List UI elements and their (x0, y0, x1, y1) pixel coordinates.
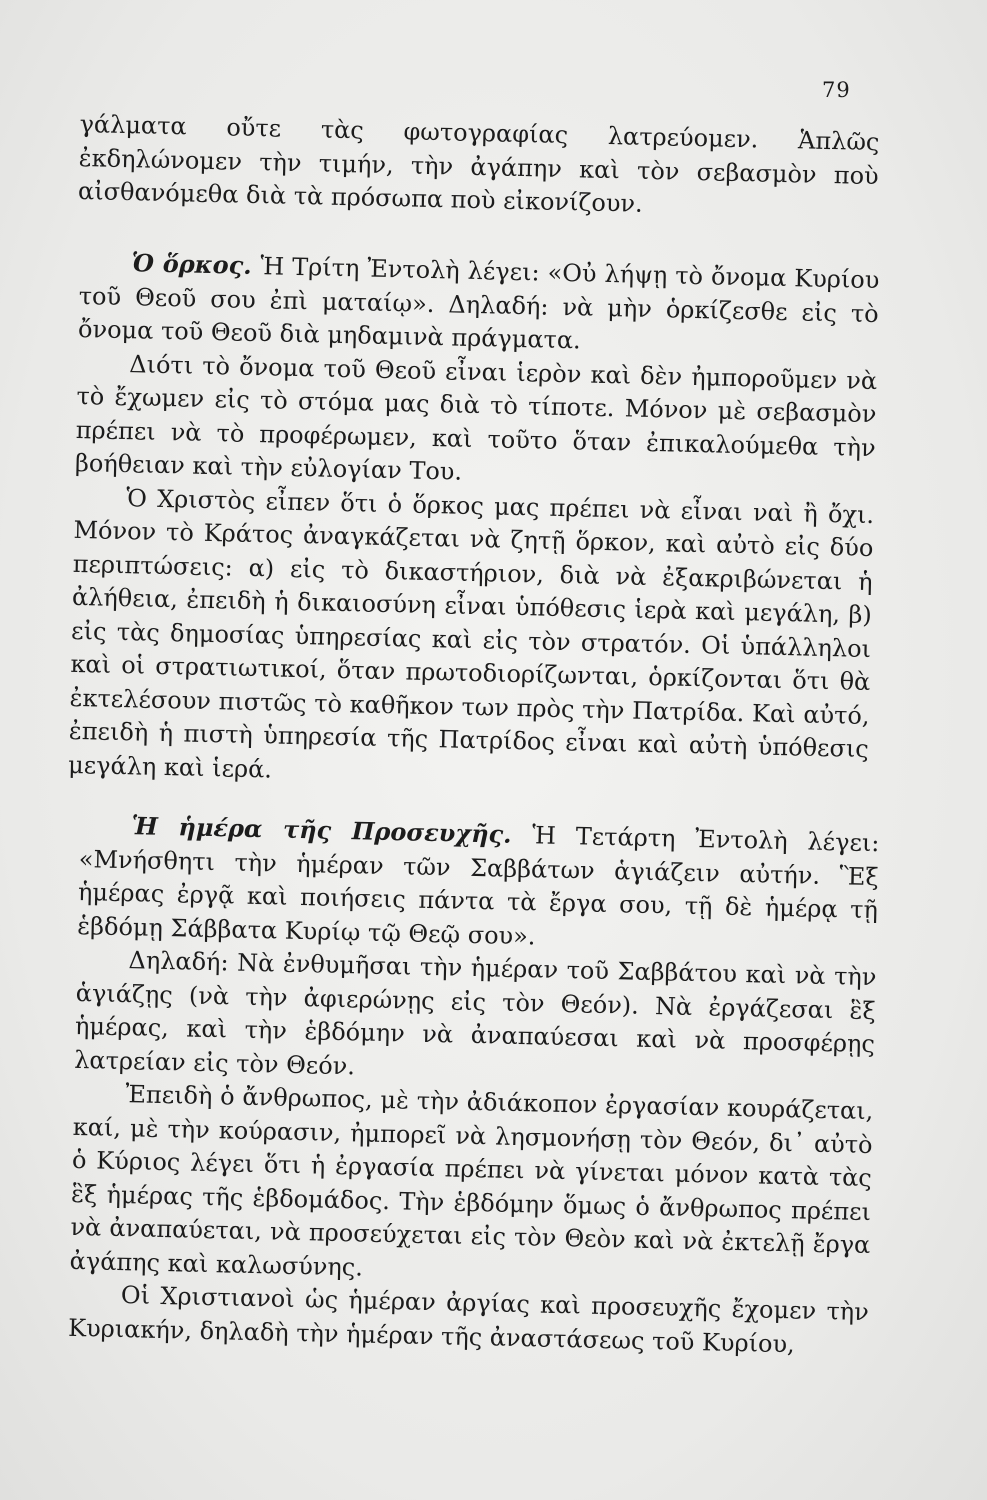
prayer-paragraph-1 (77, 808, 880, 961)
prayer-paragraph-4: Οἱ Χριστιανοὶ ὡς ἡμέραν ἀργίας καὶ προσευχῆς ἔχομεν τὴν Κυριακήν, δηλαδὴ τὴν ἡμέραν τῆς ἀναστάσεως τοῦ Κυρίου, (67, 1281, 870, 1358)
oath-paragraph-1 (78, 245, 880, 365)
intro-block (78, 108, 880, 227)
section-heading-oath: Ὁ ὅρκος. (131, 248, 261, 281)
section-heading-prayer-day: Ἡ ἡμέρα τῆς Προσευχῆς. (131, 811, 533, 850)
oath-paragraph-1-text: Ἡ Τρίτη Ἐντολὴ λέγει: «Οὐ λήψῃ τὸ ὄνομα Κυρίου τοῦ Θεοῦ σου ἐπὶ ματαίῳ». Δηλαδή: νὰ μὴν ὁρκίζεσθε εἰς τὸ ὄνομα τοῦ Θεοῦ διὰ μηδαμινὰ πράγματα. (77, 252, 880, 355)
oath-paragraph-2: Διότι τὸ ὄνομα τοῦ Θεοῦ εἶναι ἱερὸν καὶ δὲν ἠμποροῦμεν νὰ τὸ ἔχωμεν εἰς τὸ στόμα μας διὰ τὸ τίποτε. Μόνον μὲ σεβασμὸν πρέπει νὰ τὸ προφέρωμεν, καὶ τοῦτο ὅταν ἐπικαλούμεθα τὴν βοήθειαν καὶ τὴν εὐλογίαν Του. (74, 349, 878, 486)
oath-paragraph-3: Ὁ Χριστὸς εἶπεν ὅτι ὁ ὅρκος μας πρέπει νὰ εἶναι ναὶ ἢ ὄχι. Μόνον τὸ Κράτος ἀναγκάζεται νὰ ζητῇ ὅρκον, καὶ αὐτὸ εἰς δύο περιπτώσεις: α) εἰς τὸ δικαστήριον, διὰ νὰ ἐξακριβώνεται ἡ ἀλήθεια, ἐπειδὴ ἡ δικαιοσύνη εἶναι ὑπόθεσις ἱερὰ καὶ μεγάλη, β) εἰς τὰς δημοσίας ὑπηρεσίας καὶ εἰς τὸν στρατόν. Οἱ ὑπάλληλοι καὶ οἱ στρατιωτικοί, ὅταν πρωτοδιορίζωνται, ὁρκίζονται ὅτι θὰ ἐκτελέσουν πιστῶς τὸ καθῆκον των πρὸς τὴν Πατρίδα. Καὶ αὐτό, ἐπειδὴ ἡ πιστὴ ὑπηρεσία τῆς Πατρίδος εἶναι καὶ αὐτὴ ὑπόθεσις μεγάλη καὶ ἱερά. (67, 483, 875, 783)
prayer-paragraph-1-text: Ἡ Τετάρτη Ἐντολὴ λέγει: «Μνήσθητι τὴν ἡμέραν τῶν Σαββάτων ἁγιάζειν αὐτήν. Ἓξ ἡμέρας ἐργᾷ καὶ ποιήσεις πάντα τὰ ἔργα σου, τῇ δὲ ἡμέρᾳ τῇ ἑβδόμῃ Σάββατα Κυρίῳ τῷ Θεῷ σου». (77, 821, 880, 950)
oath-section (68, 245, 880, 800)
intro-paragraph: γάλματα οὔτε τὰς φωτογραφίας λατρεύομεν. Ἁπλῶς ἐκδηλώνομεν τὴν τιμήν, τὴν ἀγάπην καὶ τὸν σεβασμὸν ποὺ αἰσθανόμεθα διὰ τὰ πρόσωπα ποὺ εἰκονίζουν. (77, 109, 880, 218)
page-number: 79 (822, 78, 851, 102)
prayer-day-section (68, 808, 880, 1363)
prayer-paragraph-3: Ἐπειδὴ ὁ ἄνθρωπος, μὲ τὴν ἀδιάκοπον ἐργασίαν κουράζεται, καί, μὲ τὴν κούρασιν, ἠμπορεῖ νὰ λησμονήσῃ τὸν Θεόν, δι᾿ αὐτὸ ὁ Κύριος λέγει ὅτι ἡ ἐργασία πρέπει νὰ γίνεται μόνον κατὰ τὰς ἓξ ἡμέρας τῆς ἑβδομάδος. Τὴν ἑβδόμην ὅμως ὁ ἄνθρωπος πρέπει νὰ ἀναπαύεται, νὰ προσεύχεται εἰς τὸν Θεὸν καὶ νὰ ἐκτελῇ ἔργα ἀγάπης καὶ καλωσύνης. (69, 1080, 874, 1282)
prayer-paragraph-2: Δηλαδή: Νὰ ἐνθυμῆσαι τὴν ἡμέραν τοῦ Σαββάτου καὶ νὰ τὴν ἁγιάζῃς (νὰ τὴν ἀφιερώνῃς εἰς τὸν Θεόν). Νὰ ἐργάζεσαι ἓξ ἡμέρας, καὶ τὴν ἑβδόμην νὰ ἀναπαύεσαι καὶ νὰ προσφέρῃς λατρείαν εἰς τὸν Θεόν. (73, 946, 877, 1080)
